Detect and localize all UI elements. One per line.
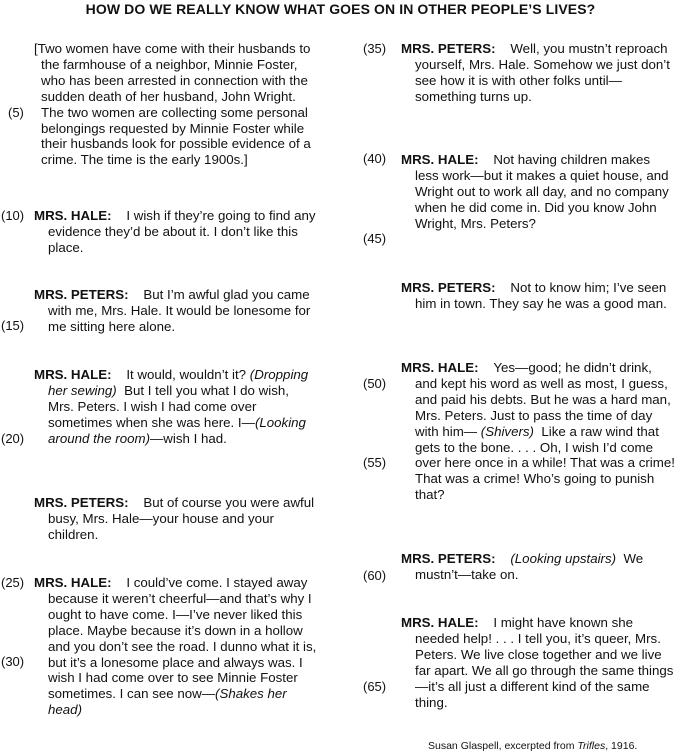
- dialogue-text: I wish if they’re going to find any evidence they’d be about it. I don’t like this place.: [48, 208, 316, 255]
- dialogue-text: But I’m awful glad you came with me, Mrs. Hale. It would be lonesome for me sitting here alone.: [48, 287, 311, 334]
- line-number-35: (35): [363, 41, 387, 56]
- speaker-label: MRS. HALE:: [401, 360, 479, 375]
- speaker-label: MRS. PETERS:: [401, 551, 496, 566]
- dialogue-hale-3: [34, 575, 317, 718]
- stage-direction: (Looking upstairs): [510, 551, 617, 566]
- dialogue-peters-5: [401, 551, 677, 583]
- line-number-25: (25): [1, 575, 25, 590]
- line-number-60: (60): [363, 568, 387, 583]
- speaker-label: MRS. HALE:: [34, 575, 112, 590]
- line-number-30: (30): [1, 654, 25, 669]
- dialogue-text: We mustn’t—take on.: [415, 551, 644, 582]
- source-citation: [428, 739, 637, 755]
- speaker-label: MRS. HALE:: [401, 152, 479, 167]
- stage-direction: (Looking around the room): [48, 414, 306, 446]
- line-number-20: (20): [1, 431, 25, 446]
- line-number-50: (50): [363, 376, 387, 391]
- dialogue-hale-5: [401, 360, 677, 503]
- stage-direction: (Shakes her head): [48, 686, 287, 718]
- dialogue-text: —wish I had.: [150, 430, 227, 446]
- source-year: , 1916.: [605, 740, 638, 752]
- line-number-55: (55): [363, 455, 387, 470]
- line-number-10: (10): [1, 208, 25, 223]
- speaker-label: MRS. PETERS:: [34, 495, 129, 510]
- line-number-40: (40): [363, 151, 387, 166]
- speaker-label: MRS. HALE:: [34, 208, 112, 223]
- dialogue-text: Yes—good; he didn’t drink, and kept his word as well as most, I guess, and paid his debts. But he was a hard man, Mrs. Peters. Just to pass the time of day with him—: [415, 360, 671, 439]
- stage-directions-intro: [34, 41, 317, 168]
- source-author: Susan Glaspell, excerpted from: [428, 740, 578, 752]
- dialogue-text: Not to know him; I’ve seen him in town. They say he was a good man.: [415, 280, 667, 311]
- dialogue-text: Not having children makes less work—but it makes a quiet house, and Wright out to work all day, and no company when he did come in. Did you know John Wright, Mrs. Peters?: [415, 152, 669, 231]
- intro-text: [Two women have come with their husbands to the farmhouse of a neighbor, Minnie Foster, who has been arrested in connection with the sudden death of her husband, John Wright. The two women are collecting some personal belongings requested by Minnie Foster while their husbands look for possible evidence of a crime. The time is the early 1900s.]: [34, 41, 311, 168]
- dialogue-hale-2: [34, 367, 317, 447]
- dialogue-hale-4: [401, 152, 677, 232]
- passage-title: HOW DO WE REALLY KNOW WHAT GOES ON IN OTHER PEOPLE’S LIVES?: [85, 1, 596, 17]
- dialogue-peters-4: [401, 280, 677, 312]
- dialogue-hale-6: [401, 615, 677, 710]
- line-number-5: (5): [8, 105, 24, 120]
- dialogue-text: It would, wouldn’t it?: [126, 367, 247, 382]
- dialogue-text: But I tell you what I do wish, Mrs. Peters. I wish I had come over sometimes when she was here. I—: [48, 382, 289, 430]
- dialogue-text: I might have known she needed help! . . . I tell you, it’s queer, Mrs. Peters. We live close together and we live far apart. We all go through the same things—it’s all just a different kind of the same thing.: [415, 615, 674, 710]
- speaker-label: MRS. PETERS:: [401, 41, 496, 56]
- speaker-label: MRS. PETERS:: [401, 280, 496, 295]
- dialogue-peters-3: [401, 41, 677, 105]
- line-number-45: (45): [363, 231, 387, 246]
- stage-direction: (Dropping her sewing): [48, 367, 309, 398]
- dialogue-text: Well, you mustn’t reproach yourself, Mrs. Hale. Somehow we just don’t see how it is with other folks until—something turns up.: [415, 41, 670, 104]
- dialogue-peters-2: [34, 495, 317, 543]
- dialogue-hale-1: [34, 208, 317, 256]
- speaker-label: MRS. HALE:: [34, 367, 112, 382]
- line-number-15: (15): [1, 318, 25, 333]
- dialogue-text: Like a raw wind that gets to the bone. . . . Oh, I wish I’d come over here once in a while! That was a crime! That was a crime! Who’s going to punish that?: [415, 423, 675, 503]
- dialogue-peters-1: [34, 287, 317, 335]
- speaker-label: MRS. PETERS:: [34, 287, 129, 302]
- dialogue-text: But of course you were awful busy, Mrs. Hale—your house and your children.: [48, 495, 315, 542]
- stage-direction: (Shivers): [480, 423, 534, 439]
- line-number-65: (65): [363, 679, 387, 694]
- dialogue-text: I could’ve come. I stayed away because it weren’t cheerful—and that’s why I ought to have come. I—I’ve never liked this place. Maybe because it’s down in a hollow and you don’t see the road. I dunno what it is, but it’s a lonesome place and always was. I wish I had come over to see Minnie Foster sometimes. I can see now—: [48, 575, 317, 702]
- speaker-label: MRS. HALE:: [401, 615, 479, 630]
- source-work-title: Trifles: [577, 740, 606, 752]
